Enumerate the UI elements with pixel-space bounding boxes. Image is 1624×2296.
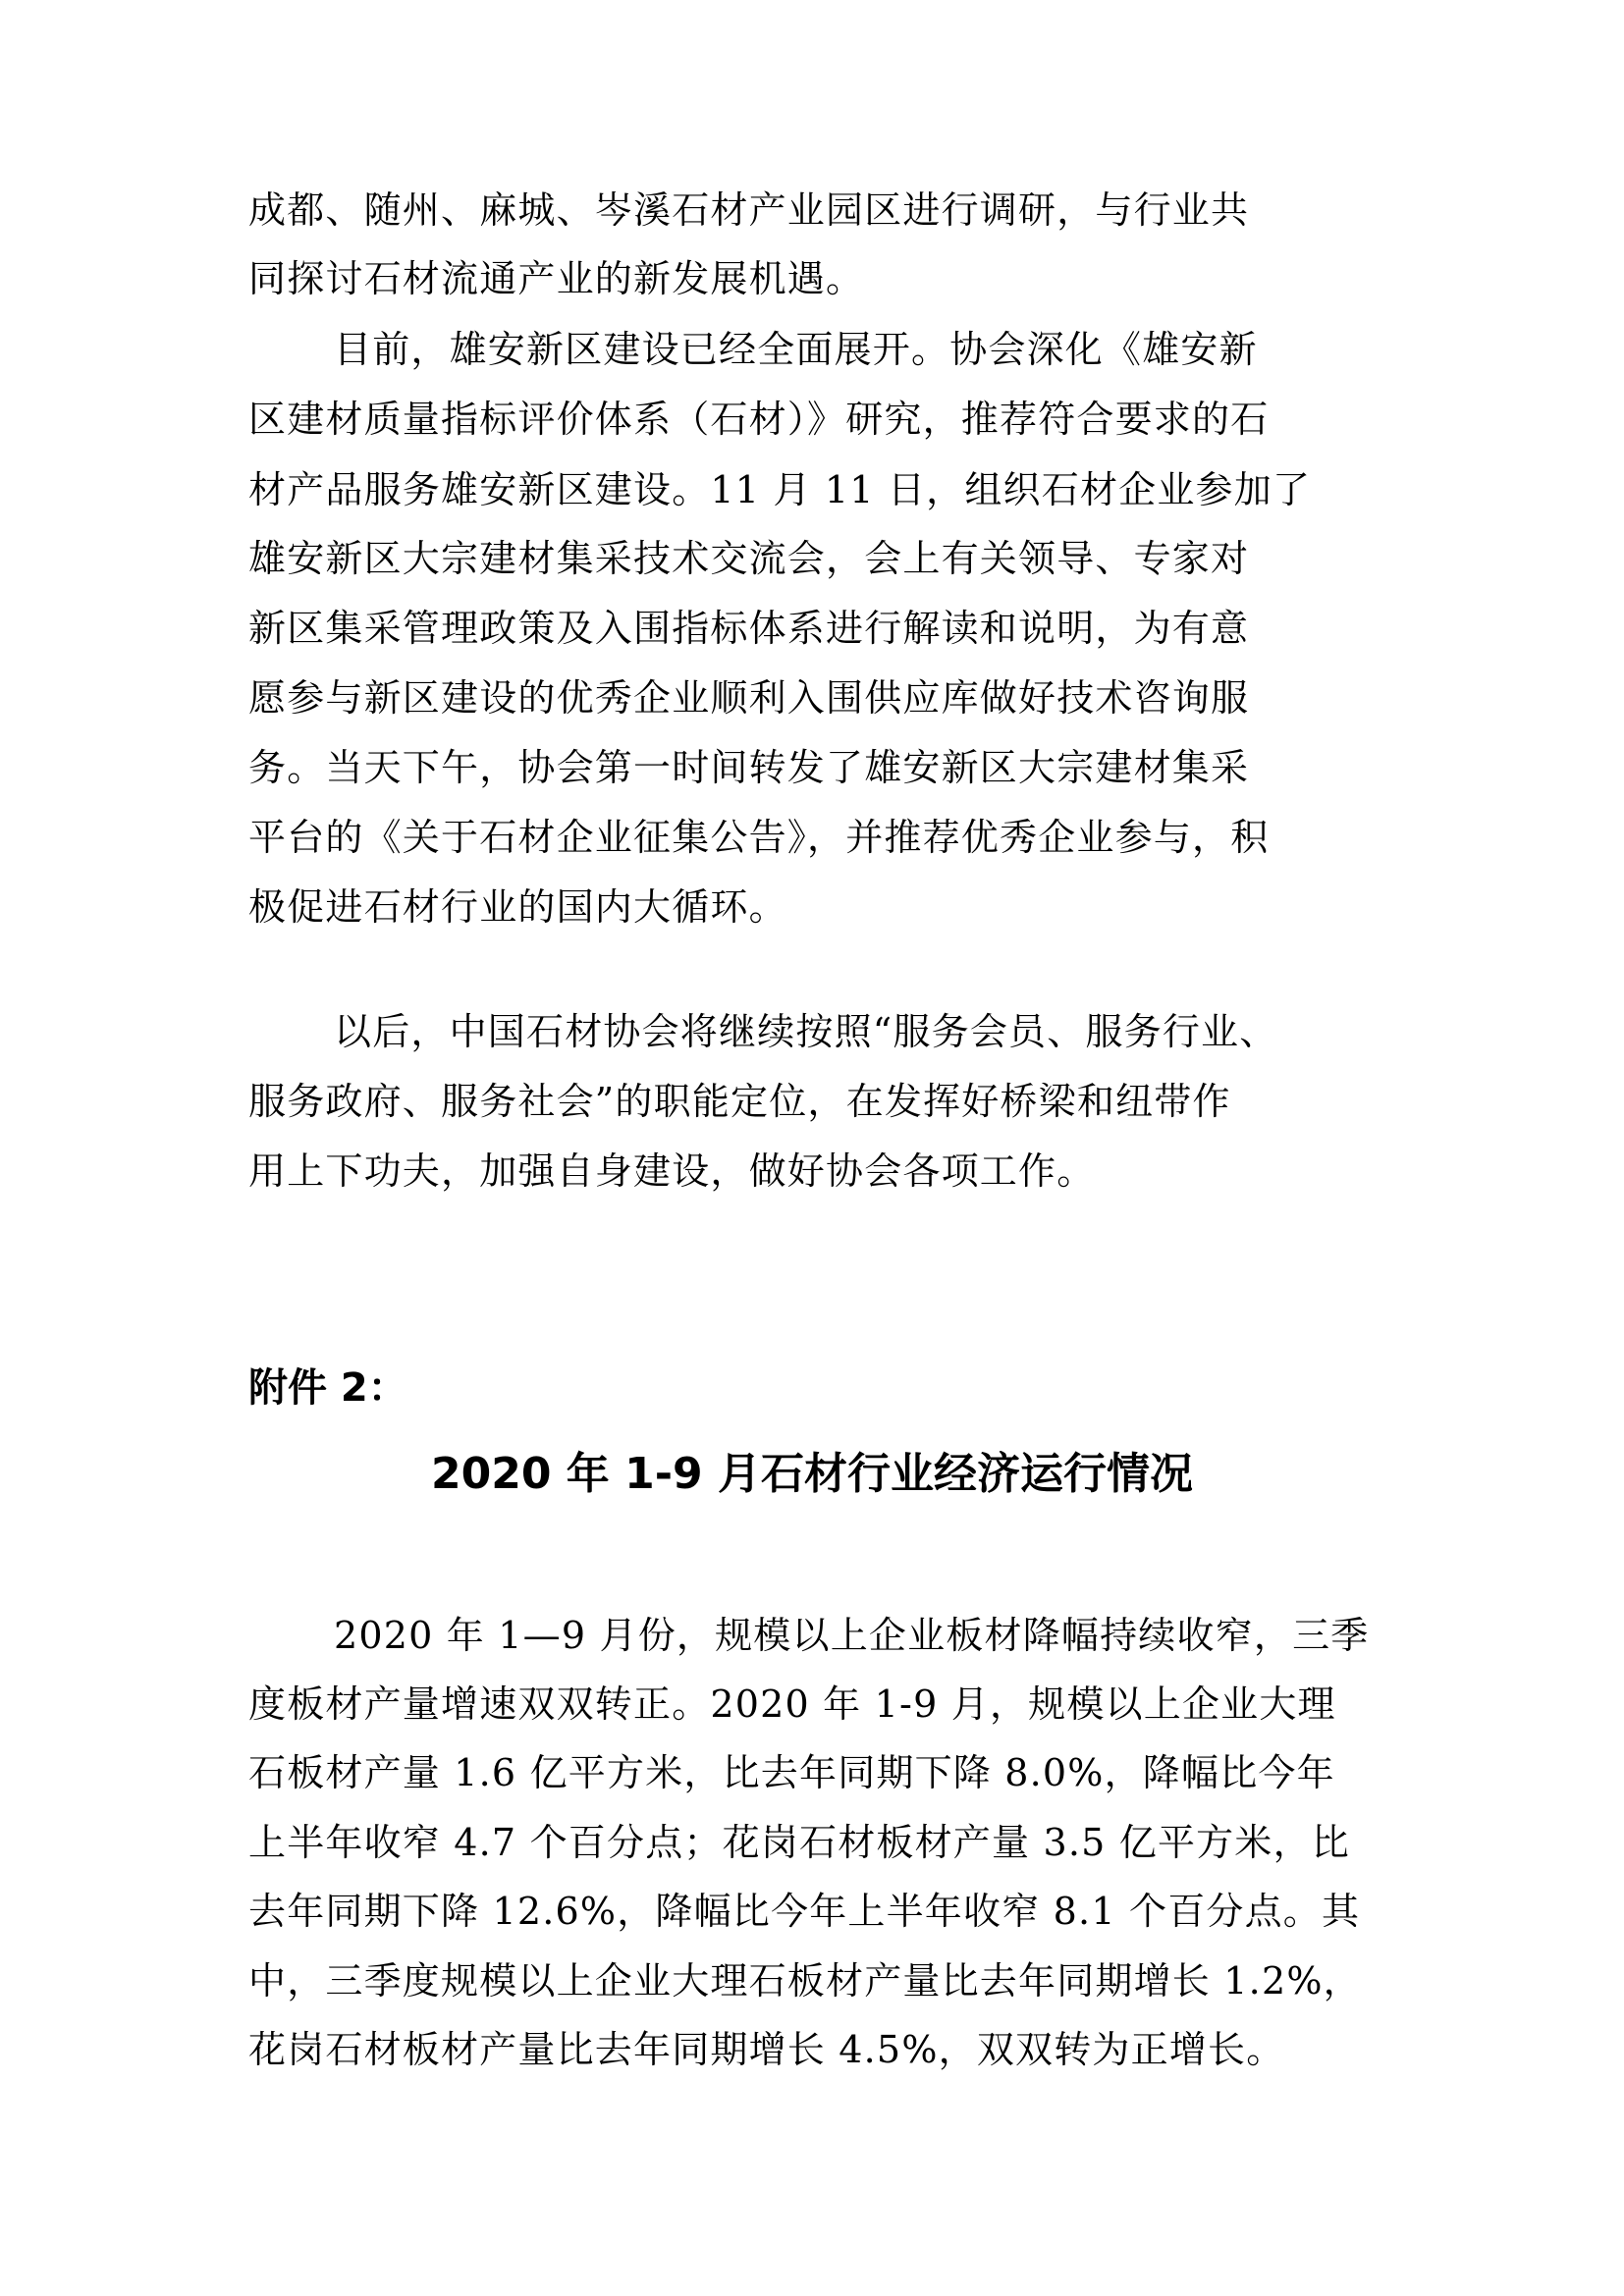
paragraph-2-line-3: 材产品服务雄安新区建设。11 月 11 日，组织石材企业参加了 <box>248 468 1312 511</box>
paragraph-4-line-5: 去年同期下降 12.6%，降幅比今年上半年收窄 8.1 个百分点。其 <box>248 1890 1361 1933</box>
paragraph-3-line-3: 用上下功夫，加强自身建设，做好协会各项工作。 <box>248 1149 1096 1193</box>
paragraph-2-line-4: 雄安新区大宗建材集采技术交流会，会上有关领导、专家对 <box>248 537 1250 580</box>
paragraph-2-line-7: 务。当天下午，协会第一时间转发了雄安新区大宗建材集采 <box>248 746 1250 789</box>
paragraph-2-line-8: 平台的《关于石材企业征集公告》，并推荐优秀企业参与，积 <box>248 816 1270 859</box>
paragraph-4-line-4: 上半年收窄 4.7 个百分点；花岗石材板材产量 3.5 亿平方米，比 <box>248 1821 1350 1864</box>
paragraph-1-line-1: 成都、随州、麻城、岑溪石材产业园区进行调研，与行业共 <box>248 188 1250 232</box>
paragraph-2-line-1: 目前，雄安新区建设已经全面展开。协会深化《雄安新 <box>334 328 1258 371</box>
paragraph-1-line-2: 同探讨石材流通产业的新发展机遇。 <box>248 257 865 300</box>
paragraph-2-line-9: 极促进石材行业的国内大循环。 <box>248 885 787 929</box>
paragraph-4-line-1: 2020 年 1—9 月份，规模以上企业板材降幅持续收窄，三季 <box>334 1614 1370 1657</box>
paragraph-3-line-1: 以后，中国石材协会将继续按照“服务会员、服务行业、 <box>334 1010 1278 1053</box>
attachment-label: 附件 2： <box>248 1365 407 1411</box>
paragraph-2-line-5: 新区集采管理政策及入围指标体系进行解读和说明，为有意 <box>248 607 1250 650</box>
paragraph-4-line-6: 中，三季度规模以上企业大理石板材产量比去年同期增长 1.2%， <box>248 1959 1362 2002</box>
paragraph-4-line-3: 石板材产量 1.6 亿平方米，比去年同期下降 8.0%，降幅比今年 <box>248 1751 1335 1794</box>
paragraph-4-line-7: 花岗石材板材产量比去年同期增长 4.5%，双双转为正增长。 <box>248 2028 1285 2071</box>
paragraph-3-line-2: 服务政府、服务社会”的职能定位，在发挥好桥梁和纽带作 <box>248 1080 1231 1123</box>
section-title: 2020 年 1-9 月石材行业经济运行情况 <box>431 1449 1193 1499</box>
paragraph-4-line-2: 度板材产量增速双双转正。2020 年 1-9 月，规模以上企业大理 <box>248 1682 1336 1726</box>
paragraph-2-line-6: 愿参与新区建设的优秀企业顺利入围供应库做好技术咨询服 <box>248 676 1250 720</box>
paragraph-2-line-2: 区建材质量指标评价体系（石材）》研究，推荐符合要求的石 <box>248 398 1270 441</box>
